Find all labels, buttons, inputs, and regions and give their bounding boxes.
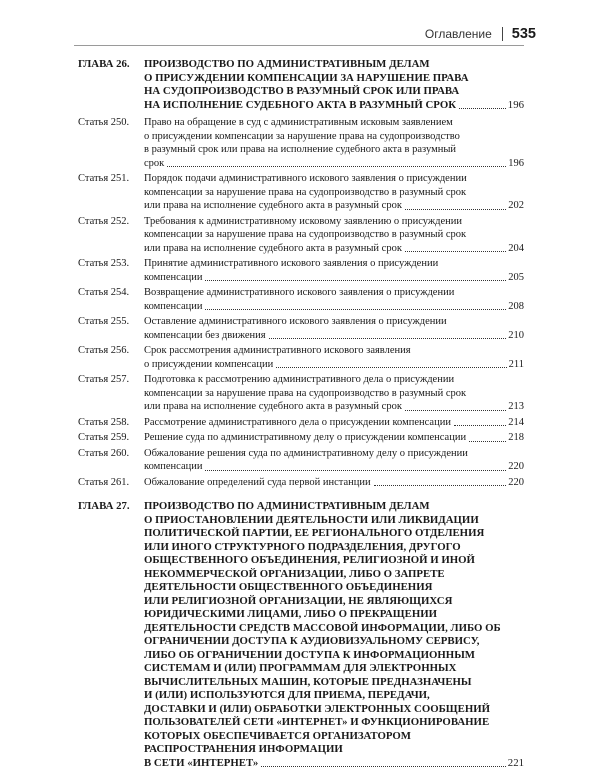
title-line-text: или права на исполнение судебного акта в разумный срок bbox=[144, 200, 402, 211]
title-line bbox=[144, 730, 524, 744]
title-line bbox=[144, 416, 524, 430]
chapter-label: ГЛАВА 26. bbox=[78, 58, 130, 70]
title-line bbox=[144, 271, 524, 285]
leader-dots bbox=[405, 410, 506, 411]
toc-page-number: 202 bbox=[508, 200, 524, 211]
title-line bbox=[144, 460, 524, 474]
title-line-text: Право на обращение в суд с административным исковым заявлением bbox=[144, 117, 453, 128]
title-line-text: СИСТЕМАМ И (ИЛИ) ПРОГРАММАМ ДЛЯ ЭЛЕКТРОННЫХ bbox=[144, 662, 457, 674]
article-title bbox=[144, 257, 524, 284]
article-title bbox=[144, 476, 524, 490]
article-title bbox=[144, 431, 524, 445]
article-title bbox=[144, 373, 524, 414]
title-line bbox=[144, 242, 524, 256]
leader-dots bbox=[205, 280, 506, 281]
title-line bbox=[144, 554, 524, 568]
title-line bbox=[144, 541, 524, 555]
toc-page-number: 220 bbox=[508, 476, 524, 488]
title-line bbox=[144, 689, 524, 703]
title-line bbox=[144, 329, 524, 343]
article-title bbox=[144, 344, 524, 371]
title-line bbox=[144, 500, 524, 514]
title-line-text: Принятие административного искового заявления о присуждении bbox=[144, 258, 439, 269]
leader-dots bbox=[167, 166, 506, 167]
title-line-text: Возвращение административного искового заявления о присуждении bbox=[144, 287, 455, 298]
title-line-text: И (ИЛИ) ИСПОЛЬЗУЮТСЯ ДЛЯ ПРИЕМА, ПЕРЕДАЧИ, bbox=[144, 689, 430, 701]
title-line bbox=[144, 143, 524, 157]
title-line bbox=[144, 514, 524, 528]
title-line-text: или права на исполнение судебного акта в разумный срок bbox=[144, 242, 402, 254]
title-line bbox=[144, 447, 524, 461]
leader-dots bbox=[405, 209, 506, 210]
title-line-text: ЮРИДИЧЕСКИМИ ЛИЦАМИ, ЛИБО О ПРЕКРАЩЕНИИ bbox=[144, 608, 438, 620]
running-header bbox=[425, 26, 536, 42]
title-line bbox=[144, 581, 524, 595]
title-line bbox=[144, 186, 524, 200]
title-line-text: ДЕЯТЕЛЬНОСТИ ОБЩЕСТВЕННОГО ОБЪЕДИНЕНИЯ bbox=[144, 581, 433, 593]
toc-article[interactable] bbox=[78, 172, 524, 213]
article-label: Статья 253. bbox=[78, 258, 130, 269]
header-divider bbox=[502, 27, 503, 41]
title-line-text: НА СУДОПРОИЗВОДСТВО В РАЗУМНЫЙ СРОК ИЛИ ПРАВА bbox=[144, 85, 460, 97]
title-line-text: Требования к административному исковому заявлению о присуждении bbox=[144, 215, 463, 227]
toc-article[interactable] bbox=[78, 431, 524, 445]
toc-page-number: 218 bbox=[508, 432, 524, 443]
title-line bbox=[144, 116, 524, 130]
toc-chapter[interactable] bbox=[78, 500, 524, 770]
title-line-text: срок bbox=[144, 157, 165, 169]
title-line-text: или права на исполнение судебного акта в разумный срок bbox=[144, 401, 402, 412]
article-label: Статья 259. bbox=[78, 432, 130, 443]
title-line bbox=[144, 85, 524, 99]
title-line bbox=[144, 315, 524, 329]
title-line-text: НА ИСПОЛНЕНИЕ СУДЕБНОГО АКТА В РАЗУМНЫЙ СРОК bbox=[144, 98, 457, 111]
title-line-text: ЛИБО ОБ ОГРАНИЧЕНИИ ДОСТУПА К ИНФОРМАЦИОННЫМ bbox=[144, 648, 475, 661]
title-line bbox=[144, 358, 524, 372]
leader-dots bbox=[405, 251, 506, 252]
leader-dots bbox=[459, 108, 506, 109]
title-line bbox=[144, 703, 524, 717]
title-line bbox=[144, 215, 524, 229]
title-line-text: ДОСТАВКИ И (ИЛИ) ОБРАБОТКИ ЭЛЕКТРОННЫХ СООБЩЕНИЙ bbox=[144, 702, 491, 715]
title-line-text: В СЕТИ «ИНТЕРНЕТ» bbox=[144, 756, 259, 769]
leader-dots bbox=[205, 309, 506, 310]
title-line bbox=[144, 595, 524, 609]
toc-page-number: 213 bbox=[508, 401, 524, 412]
title-line-text: компенсации bbox=[144, 271, 203, 283]
title-line-text: ОГРАНИЧЕНИИ ДОСТУПА К АУДИОВИЗУАЛЬНОМУ СЕРВИСУ, bbox=[144, 635, 480, 647]
title-line-text: ИЛИ ИНОГО СТРУКТУРНОГО ПОДРАЗДЕЛЕНИЯ, ДРУГОГО bbox=[144, 540, 461, 553]
title-line bbox=[144, 344, 524, 358]
title-line-text: в разумный срок или права на исполнение судебного акта в разумный bbox=[144, 144, 457, 155]
toc-page-number: 196 bbox=[508, 157, 524, 169]
title-line bbox=[144, 373, 524, 387]
toc-article[interactable] bbox=[78, 447, 524, 474]
article-label: Статья 256. bbox=[78, 345, 130, 356]
title-line-text: О ПРИОСТАНОВЛЕНИИ ДЕЯТЕЛЬНОСТИ ИЛИ ЛИКВИДАЦИИ bbox=[144, 513, 479, 526]
article-title bbox=[144, 447, 524, 474]
title-line-text: ПРОИЗВОДСТВО ПО АДМИНИСТРАТИВНЫМ ДЕЛАМ bbox=[144, 58, 430, 70]
title-line-text: Рассмотрение административного дела о присуждении компенсации bbox=[144, 416, 451, 428]
leader-dots bbox=[276, 367, 506, 368]
article-title bbox=[144, 215, 524, 256]
title-line bbox=[144, 157, 524, 171]
title-line bbox=[144, 300, 524, 314]
title-line-text: ПОЛЬЗОВАТЕЛЕЙ СЕТИ «ИНТЕРНЕТ» И ФУНКЦИОНИРОВАНИЕ bbox=[144, 716, 490, 728]
title-line-text: Оставление административного искового заявления о присуждении bbox=[144, 316, 447, 327]
toc-page-number: 196 bbox=[507, 98, 524, 111]
article-label: Статья 257. bbox=[78, 374, 130, 385]
page-number: 535 bbox=[511, 26, 536, 42]
title-line-text: О ПРИСУЖДЕНИИ КОМПЕНСАЦИИ ЗА НАРУШЕНИЕ ПРАВА bbox=[144, 71, 469, 84]
title-line bbox=[144, 99, 524, 113]
header-rule bbox=[74, 45, 524, 46]
title-line bbox=[144, 228, 524, 242]
chapter-title bbox=[144, 500, 524, 770]
title-line bbox=[144, 199, 524, 213]
leader-dots bbox=[374, 485, 507, 486]
title-line-text: Порядок подачи административного искового заявления о присуждении bbox=[144, 173, 467, 184]
title-line bbox=[144, 635, 524, 649]
toc-page-number: 204 bbox=[508, 242, 524, 254]
toc-article[interactable] bbox=[78, 476, 524, 490]
title-line-text: Подготовка к рассмотрению административного дела о присуждении bbox=[144, 374, 455, 385]
article-label: Статья 261. bbox=[78, 476, 130, 488]
article-label: Статья 255. bbox=[78, 316, 130, 327]
title-line-text: ДЕЯТЕЛЬНОСТИ СРЕДСТВ МАССОВОЙ ИНФОРМАЦИИ, ЛИБО ОБ bbox=[144, 621, 501, 634]
title-line bbox=[144, 387, 524, 401]
title-line-text: ПРОИЗВОДСТВО ПО АДМИНИСТРАТИВНЫМ ДЕЛАМ bbox=[144, 500, 430, 512]
title-line bbox=[144, 257, 524, 271]
title-line-text: НЕКОММЕРЧЕСКОЙ ОРГАНИЗАЦИИ, ЛИБО О ЗАПРЕТЕ bbox=[144, 567, 445, 580]
toc-page-number: 221 bbox=[507, 756, 524, 769]
title-line-text: Обжалование определений суда первой инстанции bbox=[144, 476, 371, 488]
article-title bbox=[144, 315, 524, 342]
title-line-text: компенсации без движения bbox=[144, 329, 266, 341]
title-line bbox=[144, 286, 524, 300]
toc-chapter[interactable] bbox=[78, 58, 524, 112]
toc-article[interactable] bbox=[78, 416, 524, 430]
title-line bbox=[144, 649, 524, 663]
article-title bbox=[144, 116, 524, 170]
toc-article[interactable] bbox=[78, 116, 524, 170]
chapter-title bbox=[144, 58, 524, 112]
title-line-text: компенсации bbox=[144, 300, 203, 312]
toc-article[interactable] bbox=[78, 315, 524, 342]
title-line bbox=[144, 431, 524, 445]
title-line-text: компенсации bbox=[144, 461, 203, 472]
title-line bbox=[144, 676, 524, 690]
toc-page-number: 208 bbox=[508, 300, 524, 312]
article-label: Статья 254. bbox=[78, 287, 130, 298]
title-line bbox=[144, 568, 524, 582]
title-line bbox=[144, 476, 524, 490]
toc-page-number: 210 bbox=[508, 329, 524, 341]
leader-dots bbox=[205, 470, 506, 471]
title-line-text: РАСПРОСТРАНЕНИЯ ИНФОРМАЦИИ bbox=[144, 743, 343, 755]
title-line bbox=[144, 58, 524, 72]
article-title bbox=[144, 172, 524, 213]
leader-dots bbox=[454, 425, 506, 426]
title-line bbox=[144, 400, 524, 414]
toc-article[interactable] bbox=[78, 373, 524, 414]
title-line-text: ИЛИ РЕЛИГИОЗНОЙ ОРГАНИЗАЦИИ, НЕ ЯВЛЯЮЩИХСЯ bbox=[144, 594, 453, 607]
toc-page-number: 211 bbox=[508, 358, 524, 370]
title-line bbox=[144, 72, 524, 86]
leader-dots bbox=[261, 766, 505, 767]
title-line-text: ОБЩЕСТВЕННОГО ОБЪЕДИНЕНИЯ, РЕЛИГИОЗНОЙ И ИНОЙ bbox=[144, 554, 475, 566]
article-label: Статья 250. bbox=[78, 117, 130, 128]
table-of-contents bbox=[78, 53, 524, 774]
title-line-text: Обжалование решения суда по административному делу о присуждении bbox=[144, 447, 468, 459]
title-line bbox=[144, 716, 524, 730]
title-line bbox=[144, 608, 524, 622]
toc-article[interactable] bbox=[78, 215, 524, 256]
title-line-text: КОТОРЫХ ОБЕСПЕЧИВАЕТСЯ ОРГАНИЗАТОРОМ bbox=[144, 729, 411, 742]
title-line-text: Решение суда по административному делу о присуждении компенсации bbox=[144, 432, 467, 443]
toc-page-number: 205 bbox=[508, 271, 524, 283]
title-line bbox=[144, 130, 524, 144]
title-line-text: о присуждении компенсации bbox=[144, 358, 274, 370]
title-line bbox=[144, 757, 524, 771]
chapter-label: ГЛАВА 27. bbox=[78, 500, 130, 512]
title-line-text: ВЫЧИСЛИТЕЛЬНЫХ МАШИН, КОТОРЫЕ ПРЕДНАЗНАЧЕНЫ bbox=[144, 675, 472, 688]
title-line-text: о присуждении компенсации за нарушение права на судопроизводство bbox=[144, 130, 460, 142]
title-line bbox=[144, 662, 524, 676]
title-line bbox=[144, 527, 524, 541]
toc-article[interactable] bbox=[78, 257, 524, 284]
title-line-text: компенсации за нарушение права на судопроизводство в разумный срок bbox=[144, 186, 467, 198]
title-line bbox=[144, 622, 524, 636]
title-line-text: Срок рассмотрения административного искового заявления bbox=[144, 345, 411, 356]
title-line-text: компенсации за нарушение права на судопроизводство в разумный срок bbox=[144, 387, 467, 399]
article-title bbox=[144, 416, 524, 430]
article-label: Статья 260. bbox=[78, 447, 130, 459]
title-line bbox=[144, 172, 524, 186]
toc-page-number: 220 bbox=[508, 461, 524, 472]
leader-dots bbox=[269, 338, 507, 339]
title-line-text: компенсации за нарушение права на судопроизводство в разумный срок bbox=[144, 229, 467, 240]
article-label: Статья 252. bbox=[78, 215, 130, 227]
toc-page-number: 214 bbox=[508, 416, 524, 428]
leader-dots bbox=[469, 441, 506, 442]
article-label: Статья 258. bbox=[78, 416, 130, 428]
title-line-text: ПОЛИТИЧЕСКОЙ ПАРТИИ, ЕЕ РЕГИОНАЛЬНОГО ОТДЕЛЕНИЯ bbox=[144, 527, 485, 539]
toc-article[interactable] bbox=[78, 286, 524, 313]
article-label: Статья 251. bbox=[78, 173, 130, 184]
running-header-section: Оглавление bbox=[424, 27, 492, 41]
article-title bbox=[144, 286, 524, 313]
chapter-gap bbox=[78, 491, 524, 495]
toc-article[interactable] bbox=[78, 344, 524, 371]
